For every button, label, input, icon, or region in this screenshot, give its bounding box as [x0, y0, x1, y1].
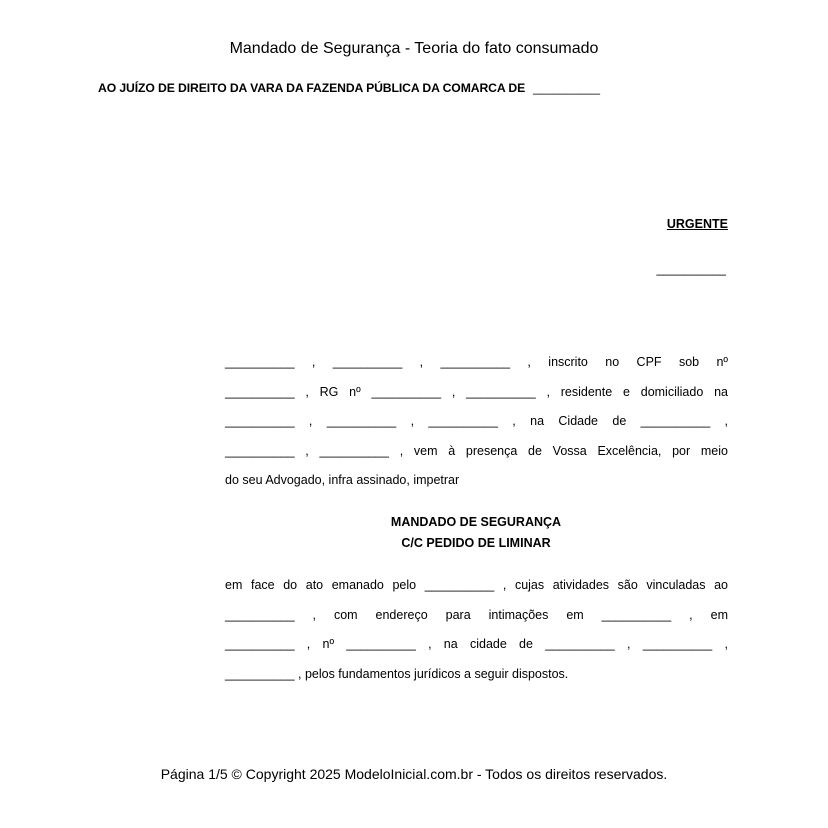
paragraph-authority: [225, 571, 728, 689]
section-heading: MANDADO DE SEGURANÇA: [390, 515, 562, 529]
addressee-text: AO JUÍZO DE DIREITO DA VARA DA FAZENDA PÚBLICA DA COMARCA DE: [98, 81, 526, 95]
paragraph-line: __________ , __________ , __________ , inscrito no CPF sob nº: [225, 355, 728, 369]
addressee-blank: __________: [533, 81, 600, 95]
document-title: Mandado de Segurança - Teoria do fato consumado: [229, 40, 599, 57]
page-footer: Página 1/5 © Copyright 2025 ModeloInicial.com.br - Todos os direitos reservados.: [160, 766, 668, 782]
paragraph-line: __________ , nº __________ , na cidade de __________ , __________ ,: [225, 637, 728, 651]
urgent-label: URGENTE: [666, 217, 728, 231]
section-subheading: C/C PEDIDO DE LIMINAR: [401, 536, 551, 550]
urgent-blank: __________: [656, 262, 726, 276]
paragraph-line: __________ , com endereço para intimações em __________ , em: [225, 607, 728, 622]
paragraph-line: __________ , __________ , vem à presença de Vossa Excelência, por meio: [225, 443, 728, 458]
paragraph-line: do seu Advogado, infra assinado, impetrar: [225, 473, 460, 487]
paragraph-line: __________ , RG nº __________ , __________ , residente e domiciliado na: [225, 384, 728, 399]
paragraph-line: __________ , __________ , __________ , na Cidade de __________ ,: [225, 414, 728, 428]
addressee-line: [98, 81, 600, 95]
paragraph-qualification: [225, 348, 728, 496]
paragraph-line: em face do ato emanado pelo __________ , cujas atividades são vinculadas ao: [225, 578, 728, 592]
paragraph-line: __________ , pelos fundamentos jurídicos a seguir dispostos.: [225, 666, 569, 681]
